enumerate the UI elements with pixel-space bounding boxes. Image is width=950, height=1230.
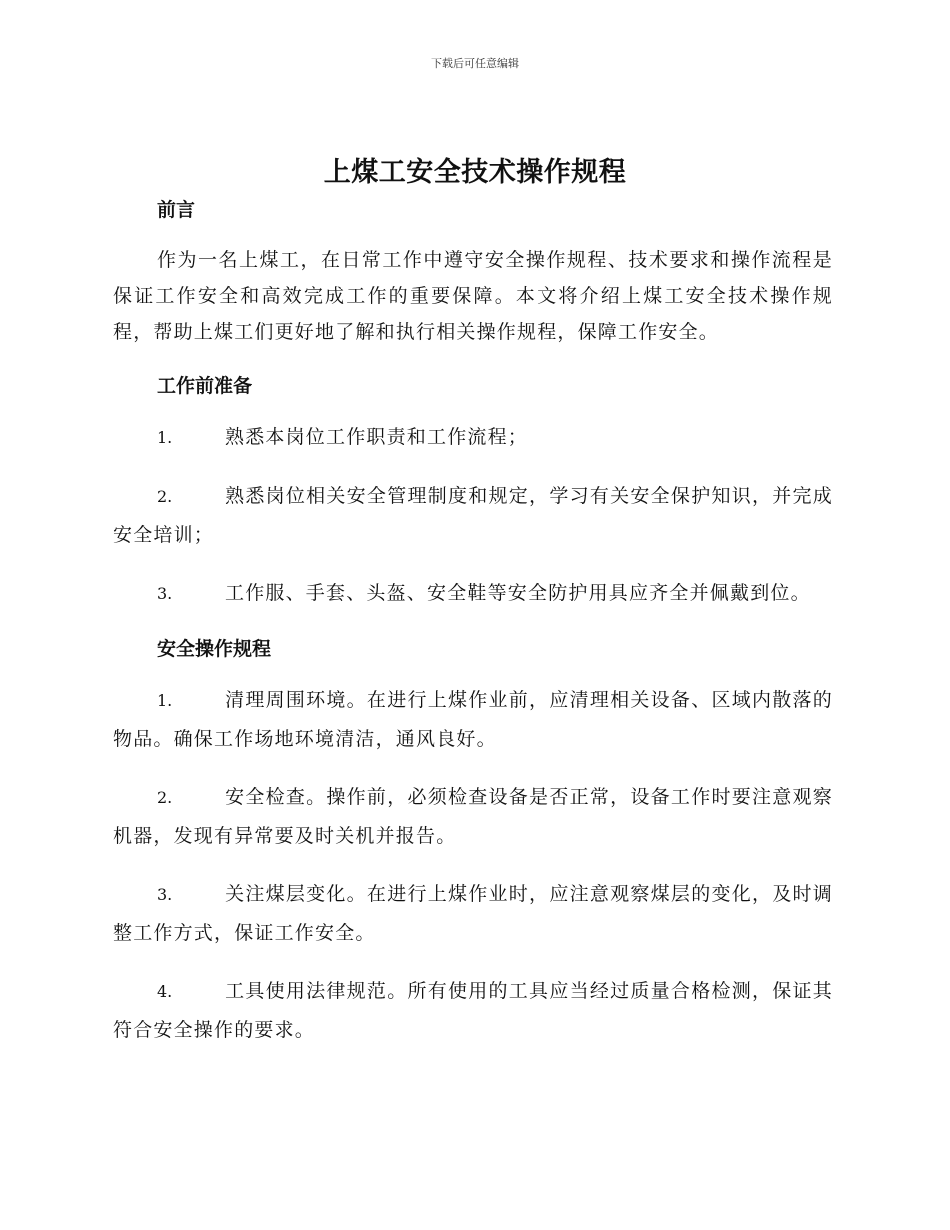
preface-paragraph: 作为一名上煤工，在日常工作中遵守安全操作规程、技术要求和操作流程是保证工作安全和高效完成工作的重要保障。本文将介绍上煤工安全技术操作规程，帮助上煤工们更好地了解和执行相关操作规程，保障工作安全。 (113, 249, 833, 343)
list-item-number: 3. (157, 885, 173, 904)
list-item-number: 4. (157, 982, 173, 1001)
section-heading-preparation: 工作前准备 (157, 375, 253, 397)
list-item-number: 2. (157, 788, 173, 807)
section-heading-preface: 前言 (157, 199, 196, 221)
list-item-text: 安全检查。操作前，必须检查设备是否正常，设备工作时要注意观察机器，发现有异常要及时关机并报告。 (113, 786, 833, 847)
document-body (113, 192, 833, 1049)
list-item-number: 1. (157, 428, 173, 447)
list-item (113, 778, 833, 855)
list-item-text: 关注煤层变化。在进行上煤作业时，应注意观察煤层的变化，及时调整工作方式，保证工作安全。 (113, 883, 833, 944)
list-item-text: 工具使用法律规范。所有使用的工具应当经过质量合格检测，保证其符合安全操作的要求。 (113, 980, 833, 1041)
list-item-text: 熟悉本岗位工作职责和工作流程； (225, 426, 529, 448)
list-item (113, 574, 833, 613)
list-item (113, 418, 833, 457)
section-heading-operation: 安全操作规程 (157, 638, 272, 660)
list-item-text: 熟悉岗位相关安全管理制度和规定，学习有关安全保护知识，并完成安全培训； (113, 485, 833, 546)
list-item (113, 681, 833, 758)
list-item-number: 1. (157, 691, 173, 710)
list-item-text: 工作服、手套、头盔、安全鞋等安全防护用具应齐全并佩戴到位。 (225, 582, 811, 604)
list-item-text: 清理周围环境。在进行上煤作业前，应清理相关设备、区域内散落的物品。确保工作场地环境清洁，通风良好。 (113, 689, 833, 750)
list-item (113, 875, 833, 952)
page-header-note: 下载后可任意编辑 (431, 57, 519, 70)
list-item-number: 2. (157, 487, 173, 506)
document-title: 上煤工安全技术操作规程 (323, 157, 627, 188)
list-item (113, 972, 833, 1049)
list-item (113, 477, 833, 554)
list-item-number: 3. (157, 584, 173, 603)
